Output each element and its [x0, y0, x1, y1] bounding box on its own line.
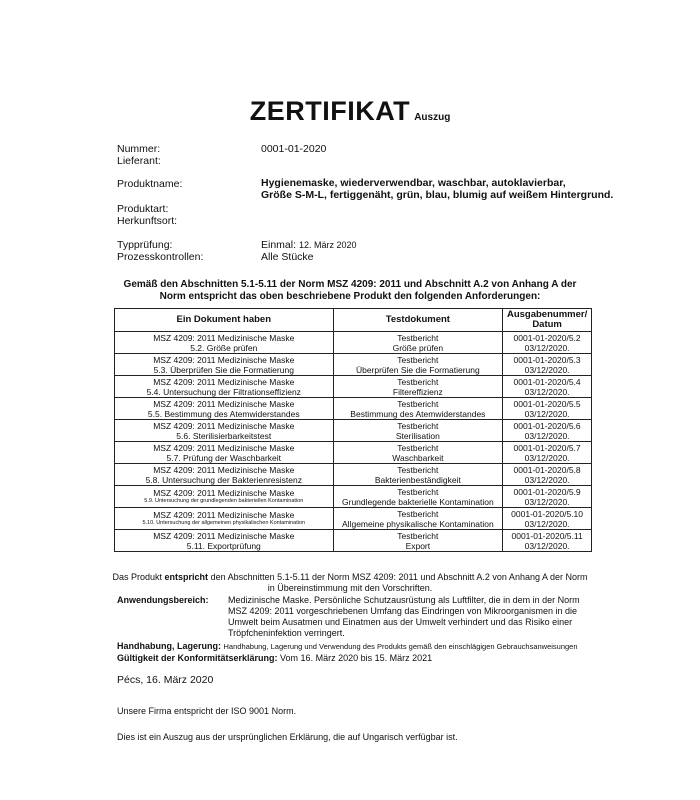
issue-date: 03/12/2020. [524, 364, 570, 375]
anwendung-line: Umwelt beim Ausatmen und Einatmen aus der Umwelt verhindert und das Risiko einer [228, 617, 573, 627]
table-row [115, 354, 592, 376]
document-norm: MSZ 4209: 2011 Medizinische Maske [153, 398, 295, 409]
test-report-subject: Export [405, 540, 431, 551]
document-cell [115, 442, 334, 464]
test-report-label: Testbericht [397, 508, 439, 519]
test-report-subject: Waschbarkeit [392, 452, 444, 463]
document-norm: MSZ 4209: 2011 Medizinische Maske [153, 488, 295, 498]
test-report-label: Testbericht [397, 420, 439, 431]
issue-number-cell [503, 464, 592, 486]
table-body [115, 332, 592, 552]
document-norm: MSZ 4209: 2011 Medizinische Maske [153, 442, 295, 453]
table-header-row [115, 309, 592, 332]
gueltigkeit [117, 653, 432, 664]
header-issue-number-line1: Ausgabenummer/ [506, 309, 588, 320]
table-row [115, 530, 592, 552]
document-section: 5.6. Sterilisierbarkeitstest [176, 430, 272, 441]
issue-date: 03/12/2020. [524, 452, 570, 463]
gueltigkeit-text: Vom 16. März 2020 bis 15. März 2021 [280, 653, 433, 663]
header-issue-number-line2: Datum [532, 319, 562, 330]
document-cell [115, 398, 334, 420]
issue-number: 0001-01-2020/5.2 [513, 332, 581, 343]
table-row [115, 398, 592, 420]
requirements-intro [100, 279, 600, 303]
header-issue-number [503, 309, 592, 332]
gueltigkeit-label: Gültigkeit der Konformitätserklärung: [117, 653, 278, 663]
document-cell [115, 376, 334, 398]
test-document-cell [333, 398, 503, 420]
header-document: Ein Dokument haben [115, 309, 334, 332]
conformity-before: Das Produkt [112, 572, 163, 582]
issue-number-cell [503, 420, 592, 442]
issue-number-cell [503, 442, 592, 464]
issue-number-cell [503, 398, 592, 420]
herkunftsort-label: Herkunftsort: [117, 215, 178, 227]
issue-number-cell [503, 486, 592, 508]
document-norm: MSZ 4209: 2011 Medizinische Maske [153, 376, 295, 387]
test-report-label: Testbericht [397, 464, 439, 475]
test-report-subject: Filtereffizienz [392, 386, 443, 397]
lieferant-label: Lieferant: [117, 155, 161, 167]
issue-number-cell [503, 376, 592, 398]
test-report-label: Testbericht [397, 354, 439, 365]
produktname-label: Produktname: [117, 178, 183, 190]
handhabung [117, 641, 578, 652]
issue-date: 03/12/2020. [524, 430, 570, 441]
produktname-line2: Größe S-M-L, fertiggenäht, grün, blau, blumig auf weißem Hintergrund. [261, 189, 614, 201]
test-document-cell [333, 420, 503, 442]
document-cell [115, 354, 334, 376]
anwendung-text [228, 595, 648, 639]
test-report-label: Testbericht [397, 530, 439, 541]
extract-note: Dies ist ein Auszug aus der ursprünglichen Erklärung, die auf Ungarisch verfügbar ist. [117, 732, 458, 742]
document-norm: MSZ 4209: 2011 Medizinische Maske [153, 464, 295, 475]
header-test-document: Testdokument [333, 309, 503, 332]
conformity-after: den Abschnitten 5.1-5.11 der Norm MSZ 4209: 2011 und Abschnitt A.2 von Anhang A der Norm [210, 572, 588, 582]
document-section: 5.9. Untersuchung der grundlegenden bakteriellen Kontamination [144, 498, 304, 504]
conformity-line1 [60, 572, 640, 583]
certificate-title [0, 96, 700, 127]
document-norm: MSZ 4209: 2011 Medizinische Maske [153, 332, 295, 343]
typpruefung-value [261, 239, 356, 251]
table-row [115, 508, 592, 530]
conformity-line2: in Übereinstimmung mit den Vorschriften. [267, 583, 433, 593]
test-document-cell [333, 376, 503, 398]
test-document-cell [333, 354, 503, 376]
document-norm: MSZ 4209: 2011 Medizinische Maske [153, 354, 295, 365]
anwendung-label: Anwendungsbereich: [117, 595, 209, 605]
test-report-subject: Grundlegende bakterielle Kontamination [342, 496, 494, 507]
table-row [115, 442, 592, 464]
test-document-cell [333, 486, 503, 508]
test-report-label: Testbericht [397, 376, 439, 387]
table-row [115, 486, 592, 508]
iso-statement: Unsere Firma entspricht der ISO 9001 Norm. [117, 706, 297, 716]
document-section: 5.4. Untersuchung der Filtrationseffizienz [146, 386, 301, 397]
produktname-line1: Hygienemaske, wiederverwendbar, waschbar, autoklavierbar, [261, 177, 566, 189]
requirements-table [114, 308, 592, 552]
issue-number: 0001-01-2020/5.10 [511, 508, 584, 519]
test-document-cell [333, 530, 503, 552]
title-main: ZERTIFIKAT [249, 96, 411, 126]
document-cell [115, 508, 334, 530]
document-section: 5.5. Bestimmung des Atemwiderstandes [147, 408, 300, 419]
issue-date: 03/12/2020. [524, 540, 570, 551]
document-section: 5.2. Größe prüfen [190, 342, 258, 353]
document-norm: MSZ 4209: 2011 Medizinische Maske [153, 530, 295, 541]
nummer-label: Nummer: [117, 143, 161, 155]
test-document-cell [333, 332, 503, 354]
issue-number: 0001-01-2020/5.7 [513, 442, 581, 453]
issue-date: 03/12/2020. [524, 408, 570, 419]
issue-number: 0001-01-2020/5.9 [513, 486, 581, 497]
test-report-subject: Größe prüfen [392, 342, 444, 353]
test-report-label: Testbericht [397, 332, 439, 343]
issue-number-cell [503, 332, 592, 354]
test-report-subject: Überprüfen Sie die Formatierung [355, 364, 480, 375]
prozesskontrollen-value: Alle Stücke [261, 251, 314, 263]
test-report-label: Testbericht [397, 486, 439, 497]
test-report-subject: Bakterienbeständigkeit [374, 474, 461, 485]
document-section: 5.8. Untersuchung der Bakterienresistenz [145, 474, 302, 485]
test-report-label: Testbericht [397, 442, 439, 453]
test-report-label: Testbericht [397, 398, 439, 409]
test-report-subject: Sterilisation [395, 430, 440, 441]
issue-number: 0001-01-2020/5.8 [513, 464, 581, 475]
test-document-cell [333, 442, 503, 464]
issue-number-cell [503, 354, 592, 376]
issue-number-cell [503, 530, 592, 552]
issue-date: 03/12/2020. [524, 342, 570, 353]
typpruefung-label: Typprüfung: [117, 239, 173, 251]
typpruefung-prefix: Einmal: [261, 239, 297, 251]
test-report-subject: Allgemeine physikalische Kontamination [342, 518, 494, 529]
conformity-statement [60, 572, 640, 594]
document-section: 5.11. Exportprüfung [186, 540, 261, 551]
document-section: 5.10. Untersuchung der allgemeinen physikalischen Kontamination [142, 520, 306, 526]
produktart-label: Produktart: [117, 203, 169, 215]
table-row [115, 376, 592, 398]
handhabung-text: Handhabung, Lagerung und Verwendung des Produkts gemäß den einschlägigen Gebrauchsanweisungen [223, 642, 578, 651]
issue-number: 0001-01-2020/5.11 [511, 530, 583, 541]
handhabung-label: Handhabung, Lagerung: [117, 641, 221, 651]
typpruefung-date: 12. März 2020 [298, 240, 357, 250]
document-cell [115, 420, 334, 442]
issue-date: 03/12/2020. [524, 386, 570, 397]
intro-line2: Norm entspricht das oben beschriebene Produkt den folgenden Anforderungen: [159, 291, 541, 302]
document-cell [115, 464, 334, 486]
test-report-subject: Bestimmung des Atemwiderstandes [350, 408, 486, 419]
table-row [115, 332, 592, 354]
place-date: Pécs, 16. März 2020 [117, 674, 214, 686]
document-cell [115, 332, 334, 354]
document-cell [115, 486, 334, 508]
issue-number: 0001-01-2020/5.6 [513, 420, 581, 431]
test-document-cell [333, 464, 503, 486]
intro-line1: Gemäß den Abschnitten 5.1-5.11 der Norm MSZ 4209: 2011 und Abschnitt A.2 von Anhang A der [123, 279, 577, 290]
issue-number: 0001-01-2020/5.3 [513, 354, 581, 365]
document-section: 5.7. Prüfung der Waschbarkeit [166, 452, 282, 463]
anwendung-line: Tröpfcheninfektion verringert. [228, 628, 345, 638]
title-sub: Auszug [414, 112, 451, 123]
nummer-value: 0001-01-2020 [261, 143, 327, 155]
anwendung-line: MSZ 4209: 2011 vorgeschriebenen Umfang das Eindringen von Mikroorganismen in die [228, 606, 578, 616]
prozesskontrollen-label: Prozesskontrollen: [117, 251, 204, 263]
test-document-cell [333, 508, 503, 530]
table-row [115, 464, 592, 486]
conformity-bold: entspricht [164, 572, 209, 582]
issue-date: 03/12/2020. [524, 474, 570, 485]
issue-number-cell [503, 508, 592, 530]
anwendung-line: Medizinische Maske. Persönliche Schutzausrüstung als Luftfilter, die in dem in der Norm [228, 595, 580, 605]
issue-date: 03/12/2020. [524, 496, 570, 507]
document-cell [115, 530, 334, 552]
document-norm: MSZ 4209: 2011 Medizinische Maske [153, 510, 295, 520]
table-row [115, 420, 592, 442]
issue-date: 03/12/2020. [524, 518, 570, 529]
issue-number: 0001-01-2020/5.4 [513, 376, 581, 387]
document-norm: MSZ 4209: 2011 Medizinische Maske [153, 420, 295, 431]
issue-number: 0001-01-2020/5.5 [513, 398, 581, 409]
document-section: 5.3. Überprüfen Sie die Formatierung [153, 364, 294, 375]
